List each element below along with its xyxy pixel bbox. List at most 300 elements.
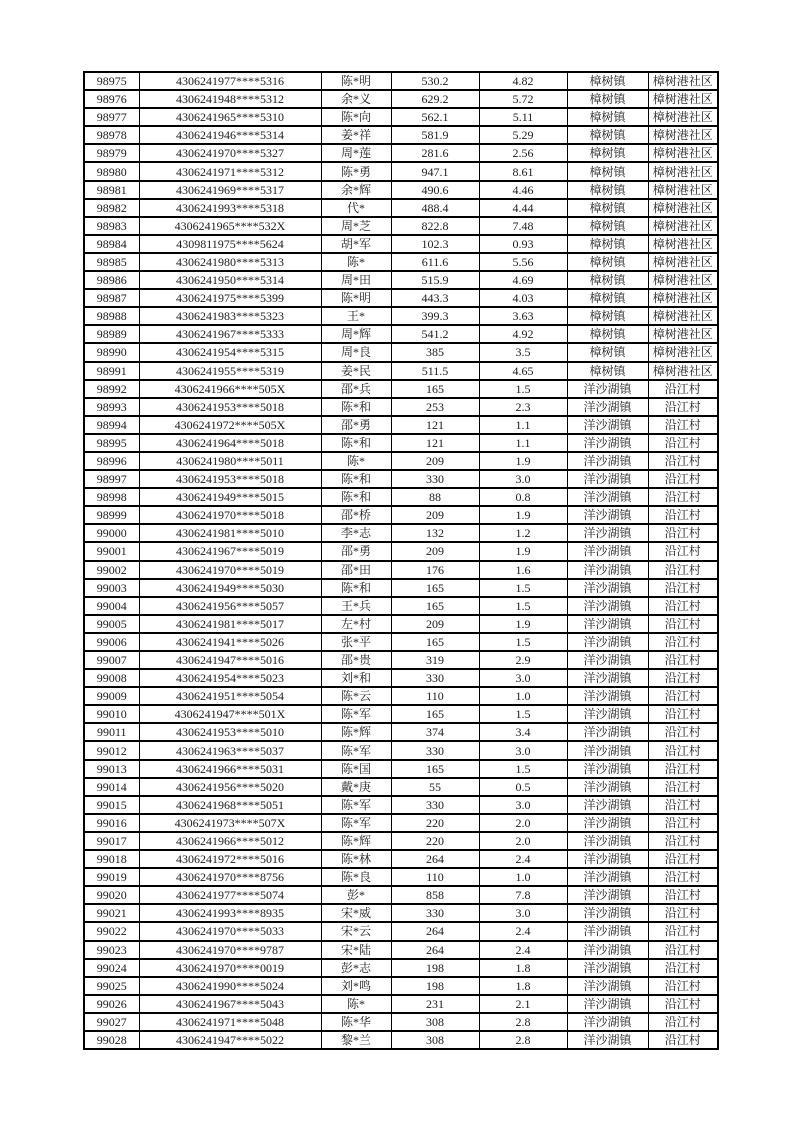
table-cell-town: 洋沙湖镇: [567, 760, 648, 778]
table-cell-value-1: 88: [391, 488, 479, 506]
table-cell-value-2: 1.0: [479, 868, 567, 886]
table-cell-masked-name: 陈*: [321, 253, 391, 271]
table-cell-seq-number: 99011: [84, 723, 139, 741]
table-cell-masked-name: 周*辉: [321, 325, 391, 343]
table-cell-masked-id-number: 4306241977****5074: [139, 886, 321, 904]
table-row: [84, 579, 718, 597]
table-cell-village: 沿江村: [648, 705, 718, 723]
table-cell-masked-id-number: 4306241951****5054: [139, 687, 321, 705]
table-cell-masked-name: 陈*云: [321, 687, 391, 705]
table-cell-seq-number: 98978: [84, 126, 139, 144]
table-cell-masked-id-number: 4306241970****5019: [139, 561, 321, 579]
table-cell-value-2: 2.4: [479, 850, 567, 868]
table-cell-value-1: 121: [391, 416, 479, 434]
table-row: [84, 904, 718, 922]
table-cell-town: 洋沙湖镇: [567, 380, 648, 398]
table-cell-village: 樟树港社区: [648, 199, 718, 217]
table-cell-masked-id-number: 4306241970****5327: [139, 144, 321, 162]
table-cell-village: 沿江村: [648, 796, 718, 814]
table-cell-value-2: 2.1: [479, 995, 567, 1013]
table-cell-value-2: 2.0: [479, 832, 567, 850]
table-cell-masked-name: 陈*: [321, 995, 391, 1013]
table-cell-value-2: 1.6: [479, 561, 567, 579]
table-cell-masked-id-number: 4306241967****5333: [139, 325, 321, 343]
table-cell-value-1: 110: [391, 868, 479, 886]
table-row: [84, 162, 718, 180]
table-cell-town: 洋沙湖镇: [567, 615, 648, 633]
table-cell-masked-name: 陈*和: [321, 470, 391, 488]
table-cell-seq-number: 99013: [84, 760, 139, 778]
table-cell-masked-id-number: 4306241990****5024: [139, 977, 321, 995]
table-row: [84, 868, 718, 886]
table-cell-value-2: 0.5: [479, 778, 567, 796]
table-cell-masked-id-number: 4306241954****5315: [139, 343, 321, 361]
table-cell-masked-id-number: 4306241981****5010: [139, 524, 321, 542]
table-cell-town: 洋沙湖镇: [567, 778, 648, 796]
table-cell-masked-id-number: 4306241947****5016: [139, 651, 321, 669]
table-cell-masked-name: 陈*: [321, 452, 391, 470]
table-cell-masked-id-number: 4306241966****505X: [139, 380, 321, 398]
table-cell-town: 洋沙湖镇: [567, 506, 648, 524]
table-row: [84, 669, 718, 687]
table-row: [84, 687, 718, 705]
table-cell-seq-number: 98998: [84, 488, 139, 506]
table-cell-value-1: 562.1: [391, 108, 479, 126]
table-cell-value-2: 1.2: [479, 524, 567, 542]
table-cell-masked-name: 陈*华: [321, 1013, 391, 1031]
table-cell-seq-number: 99005: [84, 615, 139, 633]
table-row: [84, 343, 718, 361]
table-cell-masked-id-number: 4306241970****9787: [139, 941, 321, 959]
table-cell-masked-name: 邵*贵: [321, 651, 391, 669]
table-cell-seq-number: 98989: [84, 325, 139, 343]
table-cell-value-1: 220: [391, 814, 479, 832]
table-row: [84, 506, 718, 524]
table-row: [84, 434, 718, 452]
table-cell-masked-id-number: 4306241980****5313: [139, 253, 321, 271]
table-cell-value-1: 308: [391, 1031, 479, 1049]
table-row: [84, 597, 718, 615]
table-cell-masked-id-number: 4306241955****5319: [139, 362, 321, 380]
table-cell-town: 洋沙湖镇: [567, 542, 648, 560]
table-cell-masked-name: 黎*兰: [321, 1031, 391, 1049]
table-cell-seq-number: 99006: [84, 633, 139, 651]
table-cell-masked-name: 刘*和: [321, 669, 391, 687]
table-cell-seq-number: 99000: [84, 524, 139, 542]
table-cell-masked-name: 胡*军: [321, 235, 391, 253]
table-cell-masked-name: 陈*军: [321, 741, 391, 759]
table-row: [84, 362, 718, 380]
table-row: [84, 941, 718, 959]
table-row: [84, 1031, 718, 1049]
table-cell-value-1: 165: [391, 579, 479, 597]
table-cell-value-1: 822.8: [391, 217, 479, 235]
table-cell-village: 沿江村: [648, 380, 718, 398]
table-cell-value-1: 330: [391, 796, 479, 814]
table-cell-value-1: 330: [391, 741, 479, 759]
table-cell-town: 洋沙湖镇: [567, 470, 648, 488]
table-cell-masked-name: 张*平: [321, 633, 391, 651]
table-cell-seq-number: 99025: [84, 977, 139, 995]
table-cell-town: 洋沙湖镇: [567, 452, 648, 470]
table-cell-value-1: 165: [391, 760, 479, 778]
table-cell-value-2: 3.0: [479, 796, 567, 814]
table-row: [84, 778, 718, 796]
table-cell-seq-number: 99019: [84, 868, 139, 886]
table-cell-value-1: 220: [391, 832, 479, 850]
table-cell-value-2: 1.5: [479, 380, 567, 398]
table-cell-value-2: 5.11: [479, 108, 567, 126]
table-row: [84, 199, 718, 217]
table-cell-village: 沿江村: [648, 904, 718, 922]
table-row: [84, 217, 718, 235]
table-cell-village: 沿江村: [648, 832, 718, 850]
table-cell-town: 洋沙湖镇: [567, 705, 648, 723]
table-row: [84, 977, 718, 995]
table-cell-seq-number: 99028: [84, 1031, 139, 1049]
table-cell-town: 洋沙湖镇: [567, 416, 648, 434]
table-cell-masked-id-number: 4306241969****5317: [139, 181, 321, 199]
table-cell-village: 沿江村: [648, 524, 718, 542]
table-cell-value-1: 209: [391, 452, 479, 470]
table-cell-value-2: 4.44: [479, 199, 567, 217]
table-cell-masked-name: 陈*良: [321, 868, 391, 886]
table-cell-value-1: 121: [391, 434, 479, 452]
table-cell-value-2: 2.56: [479, 144, 567, 162]
table-cell-value-2: 1.8: [479, 977, 567, 995]
table-cell-masked-name: 陈*和: [321, 434, 391, 452]
table-cell-value-1: 209: [391, 542, 479, 560]
table-cell-village: 沿江村: [648, 760, 718, 778]
table-cell-value-2: 1.5: [479, 579, 567, 597]
table-cell-value-1: 490.6: [391, 181, 479, 199]
table-row: [84, 289, 718, 307]
table-cell-seq-number: 99015: [84, 796, 139, 814]
table-cell-masked-id-number: 4306241977****5316: [139, 72, 321, 90]
table-cell-masked-id-number: 4306241971****5048: [139, 1013, 321, 1031]
table-cell-village: 沿江村: [648, 959, 718, 977]
table-cell-village: 沿江村: [648, 398, 718, 416]
table-cell-value-1: 231: [391, 995, 479, 1013]
table-row: [84, 253, 718, 271]
table-cell-seq-number: 99017: [84, 832, 139, 850]
table-cell-value-2: 4.82: [479, 72, 567, 90]
table-cell-village: 沿江村: [648, 651, 718, 669]
table-cell-village: 沿江村: [648, 542, 718, 560]
table-cell-town: 洋沙湖镇: [567, 597, 648, 615]
table-cell-value-2: 4.65: [479, 362, 567, 380]
table-cell-masked-name: 邵*勇: [321, 416, 391, 434]
table-cell-masked-id-number: 4306241975****5399: [139, 289, 321, 307]
table-row: [84, 452, 718, 470]
table-cell-town: 洋沙湖镇: [567, 488, 648, 506]
table-row: [84, 72, 718, 90]
table-cell-masked-id-number: 4306241981****5017: [139, 615, 321, 633]
table-row: [84, 832, 718, 850]
table-cell-masked-name: 周*良: [321, 343, 391, 361]
table-cell-value-1: 858: [391, 886, 479, 904]
table-cell-seq-number: 99016: [84, 814, 139, 832]
table-cell-town: 洋沙湖镇: [567, 832, 648, 850]
table-cell-seq-number: 98977: [84, 108, 139, 126]
table-cell-value-1: 443.3: [391, 289, 479, 307]
table-cell-seq-number: 99014: [84, 778, 139, 796]
table-cell-value-1: 264: [391, 922, 479, 940]
table-cell-masked-id-number: 4306241953****5018: [139, 470, 321, 488]
table-cell-masked-id-number: 4306241966****5012: [139, 832, 321, 850]
table-cell-masked-name: 周*田: [321, 271, 391, 289]
table-cell-value-1: 385: [391, 343, 479, 361]
table-cell-value-1: 198: [391, 977, 479, 995]
table-cell-town: 樟树镇: [567, 307, 648, 325]
table-cell-town: 洋沙湖镇: [567, 922, 648, 940]
table-cell-value-2: 2.4: [479, 941, 567, 959]
table-cell-masked-id-number: 4306241966****5031: [139, 760, 321, 778]
table-cell-village: 沿江村: [648, 416, 718, 434]
records-table: [83, 71, 719, 1050]
table-cell-masked-name: 姜*民: [321, 362, 391, 380]
table-cell-seq-number: 98985: [84, 253, 139, 271]
table-cell-masked-name: 彭*: [321, 886, 391, 904]
table-cell-value-2: 4.69: [479, 271, 567, 289]
table-cell-village: 樟树港社区: [648, 217, 718, 235]
table-row: [84, 542, 718, 560]
table-cell-town: 洋沙湖镇: [567, 977, 648, 995]
table-cell-town: 洋沙湖镇: [567, 579, 648, 597]
table-cell-value-2: 3.5: [479, 343, 567, 361]
table-cell-masked-name: 陈*和: [321, 488, 391, 506]
table-cell-masked-id-number: 4306241972****5016: [139, 850, 321, 868]
table-cell-masked-name: 陈*军: [321, 705, 391, 723]
table-cell-seq-number: 98994: [84, 416, 139, 434]
table-cell-masked-id-number: 4306241953****5010: [139, 723, 321, 741]
table-cell-masked-id-number: 4306241956****5020: [139, 778, 321, 796]
table-cell-village: 樟树港社区: [648, 289, 718, 307]
table-cell-value-1: 176: [391, 561, 479, 579]
table-cell-village: 沿江村: [648, 850, 718, 868]
table-cell-masked-name: 宋*云: [321, 922, 391, 940]
table-cell-village: 沿江村: [648, 488, 718, 506]
table-cell-village: 沿江村: [648, 687, 718, 705]
table-cell-masked-name: 宋*陆: [321, 941, 391, 959]
table-cell-masked-name: 陈*辉: [321, 723, 391, 741]
table-cell-value-2: 2.8: [479, 1013, 567, 1031]
table-cell-value-2: 4.92: [479, 325, 567, 343]
table-cell-value-1: 515.9: [391, 271, 479, 289]
table-cell-town: 樟树镇: [567, 162, 648, 180]
table-cell-masked-id-number: 4306241971****5312: [139, 162, 321, 180]
table-cell-value-2: 1.5: [479, 597, 567, 615]
table-cell-masked-name: 姜*祥: [321, 126, 391, 144]
table-row: [84, 850, 718, 868]
table-row: [84, 760, 718, 778]
table-cell-seq-number: 99018: [84, 850, 139, 868]
table-cell-masked-name: 王*兵: [321, 597, 391, 615]
table-cell-value-1: 629.2: [391, 90, 479, 108]
table-cell-seq-number: 98979: [84, 144, 139, 162]
table-cell-seq-number: 98990: [84, 343, 139, 361]
table-cell-masked-id-number: 4306241954****5023: [139, 669, 321, 687]
table-cell-masked-name: 陈*明: [321, 289, 391, 307]
table-cell-seq-number: 98983: [84, 217, 139, 235]
table-row: [84, 307, 718, 325]
table-cell-town: 洋沙湖镇: [567, 651, 648, 669]
table-cell-masked-name: 陈*明: [321, 72, 391, 90]
table-cell-masked-name: 代*: [321, 199, 391, 217]
table-cell-town: 樟树镇: [567, 253, 648, 271]
table-cell-masked-id-number: 4306241972****505X: [139, 416, 321, 434]
table-cell-value-1: 264: [391, 941, 479, 959]
table-cell-masked-name: 戴*庚: [321, 778, 391, 796]
table-cell-seq-number: 99010: [84, 705, 139, 723]
table-cell-masked-id-number: 4306241941****5026: [139, 633, 321, 651]
table-cell-masked-name: 邵*勇: [321, 542, 391, 560]
table-cell-masked-id-number: 4306241993****8935: [139, 904, 321, 922]
table-cell-masked-id-number: 4306241946****5314: [139, 126, 321, 144]
table-cell-town: 洋沙湖镇: [567, 904, 648, 922]
table-cell-town: 樟树镇: [567, 325, 648, 343]
table-cell-town: 洋沙湖镇: [567, 814, 648, 832]
table-cell-value-1: 488.4: [391, 199, 479, 217]
records-table-body: [84, 72, 718, 1049]
table-cell-seq-number: 99009: [84, 687, 139, 705]
table-row: [84, 416, 718, 434]
table-row: [84, 959, 718, 977]
table-cell-seq-number: 99024: [84, 959, 139, 977]
table-cell-value-2: 1.5: [479, 633, 567, 651]
table-cell-seq-number: 98996: [84, 452, 139, 470]
table-cell-seq-number: 98995: [84, 434, 139, 452]
table-cell-village: 沿江村: [648, 561, 718, 579]
table-cell-value-2: 7.48: [479, 217, 567, 235]
table-cell-value-1: 611.6: [391, 253, 479, 271]
table-cell-village: 樟树港社区: [648, 307, 718, 325]
table-cell-masked-name: 陈*和: [321, 398, 391, 416]
table-cell-village: 沿江村: [648, 470, 718, 488]
table-cell-village: 沿江村: [648, 886, 718, 904]
table-cell-value-1: 209: [391, 506, 479, 524]
table-cell-value-2: 2.4: [479, 922, 567, 940]
table-cell-masked-id-number: 4306241983****5323: [139, 307, 321, 325]
table-cell-village: 樟树港社区: [648, 343, 718, 361]
table-cell-masked-name: 周*莲: [321, 144, 391, 162]
table-cell-value-2: 0.8: [479, 488, 567, 506]
table-cell-seq-number: 98982: [84, 199, 139, 217]
table-cell-masked-name: 陈*军: [321, 814, 391, 832]
table-cell-seq-number: 98993: [84, 398, 139, 416]
table-row: [84, 1013, 718, 1031]
table-cell-village: 沿江村: [648, 778, 718, 796]
table-row: [84, 615, 718, 633]
table-cell-village: 沿江村: [648, 1031, 718, 1049]
table-cell-value-2: 2.8: [479, 1031, 567, 1049]
table-cell-seq-number: 99027: [84, 1013, 139, 1031]
table-cell-value-2: 3.0: [479, 470, 567, 488]
table-cell-town: 洋沙湖镇: [567, 398, 648, 416]
table-cell-village: 沿江村: [648, 868, 718, 886]
table-cell-village: 沿江村: [648, 615, 718, 633]
table-cell-town: 洋沙湖镇: [567, 995, 648, 1013]
table-cell-masked-id-number: 4306241964****5018: [139, 434, 321, 452]
table-cell-value-1: 399.3: [391, 307, 479, 325]
table-cell-seq-number: 99020: [84, 886, 139, 904]
table-cell-value-1: 330: [391, 470, 479, 488]
table-cell-masked-id-number: 4306241965****532X: [139, 217, 321, 235]
table-cell-value-2: 3.4: [479, 723, 567, 741]
table-cell-masked-id-number: 4306241973****507X: [139, 814, 321, 832]
table-cell-village: 樟树港社区: [648, 362, 718, 380]
table-row: [84, 398, 718, 416]
table-cell-seq-number: 98981: [84, 181, 139, 199]
table-cell-town: 樟树镇: [567, 235, 648, 253]
table-cell-town: 樟树镇: [567, 199, 648, 217]
table-cell-village: 沿江村: [648, 452, 718, 470]
table-row: [84, 633, 718, 651]
table-cell-seq-number: 99008: [84, 669, 139, 687]
table-cell-value-1: 198: [391, 959, 479, 977]
table-cell-masked-id-number: 4306241980****5011: [139, 452, 321, 470]
table-cell-masked-name: 陈*向: [321, 108, 391, 126]
table-cell-town: 洋沙湖镇: [567, 868, 648, 886]
table-row: [84, 814, 718, 832]
table-cell-value-1: 110: [391, 687, 479, 705]
table-cell-village: 樟树港社区: [648, 253, 718, 271]
table-cell-masked-name: 彭*志: [321, 959, 391, 977]
table-cell-village: 沿江村: [648, 741, 718, 759]
table-cell-village: 沿江村: [648, 995, 718, 1013]
table-row: [84, 380, 718, 398]
table-row: [84, 922, 718, 940]
table-cell-masked-name: 周*芝: [321, 217, 391, 235]
table-cell-masked-id-number: 4306241970****0019: [139, 959, 321, 977]
table-cell-town: 洋沙湖镇: [567, 959, 648, 977]
table-cell-town: 樟树镇: [567, 72, 648, 90]
table-cell-town: 洋沙湖镇: [567, 633, 648, 651]
table-cell-town: 樟树镇: [567, 90, 648, 108]
table-cell-masked-id-number: 4306241970****5033: [139, 922, 321, 940]
table-cell-town: 樟树镇: [567, 144, 648, 162]
table-cell-masked-id-number: 4309811975****5624: [139, 235, 321, 253]
table-cell-seq-number: 98987: [84, 289, 139, 307]
table-cell-masked-id-number: 4306241950****5314: [139, 271, 321, 289]
table-cell-value-2: 3.0: [479, 904, 567, 922]
table-cell-town: 洋沙湖镇: [567, 850, 648, 868]
table-cell-seq-number: 99012: [84, 741, 139, 759]
table-row: [84, 144, 718, 162]
table-cell-village: 樟树港社区: [648, 325, 718, 343]
table-cell-masked-name: 陈*和: [321, 579, 391, 597]
table-cell-town: 洋沙湖镇: [567, 561, 648, 579]
table-cell-value-1: 511.5: [391, 362, 479, 380]
table-cell-seq-number: 98984: [84, 235, 139, 253]
table-cell-town: 洋沙湖镇: [567, 669, 648, 687]
table-cell-value-2: 3.0: [479, 669, 567, 687]
table-cell-seq-number: 98975: [84, 72, 139, 90]
table-cell-masked-id-number: 4306241949****5030: [139, 579, 321, 597]
table-cell-seq-number: 99001: [84, 542, 139, 560]
table-cell-value-2: 3.63: [479, 307, 567, 325]
table-row: [84, 126, 718, 144]
table-row: [84, 561, 718, 579]
table-cell-masked-name: 刘*鸣: [321, 977, 391, 995]
table-cell-seq-number: 99026: [84, 995, 139, 1013]
table-cell-village: 樟树港社区: [648, 90, 718, 108]
table-cell-seq-number: 98980: [84, 162, 139, 180]
table-row: [84, 886, 718, 904]
table-cell-village: 沿江村: [648, 597, 718, 615]
table-cell-value-2: 2.0: [479, 814, 567, 832]
table-cell-seq-number: 99007: [84, 651, 139, 669]
